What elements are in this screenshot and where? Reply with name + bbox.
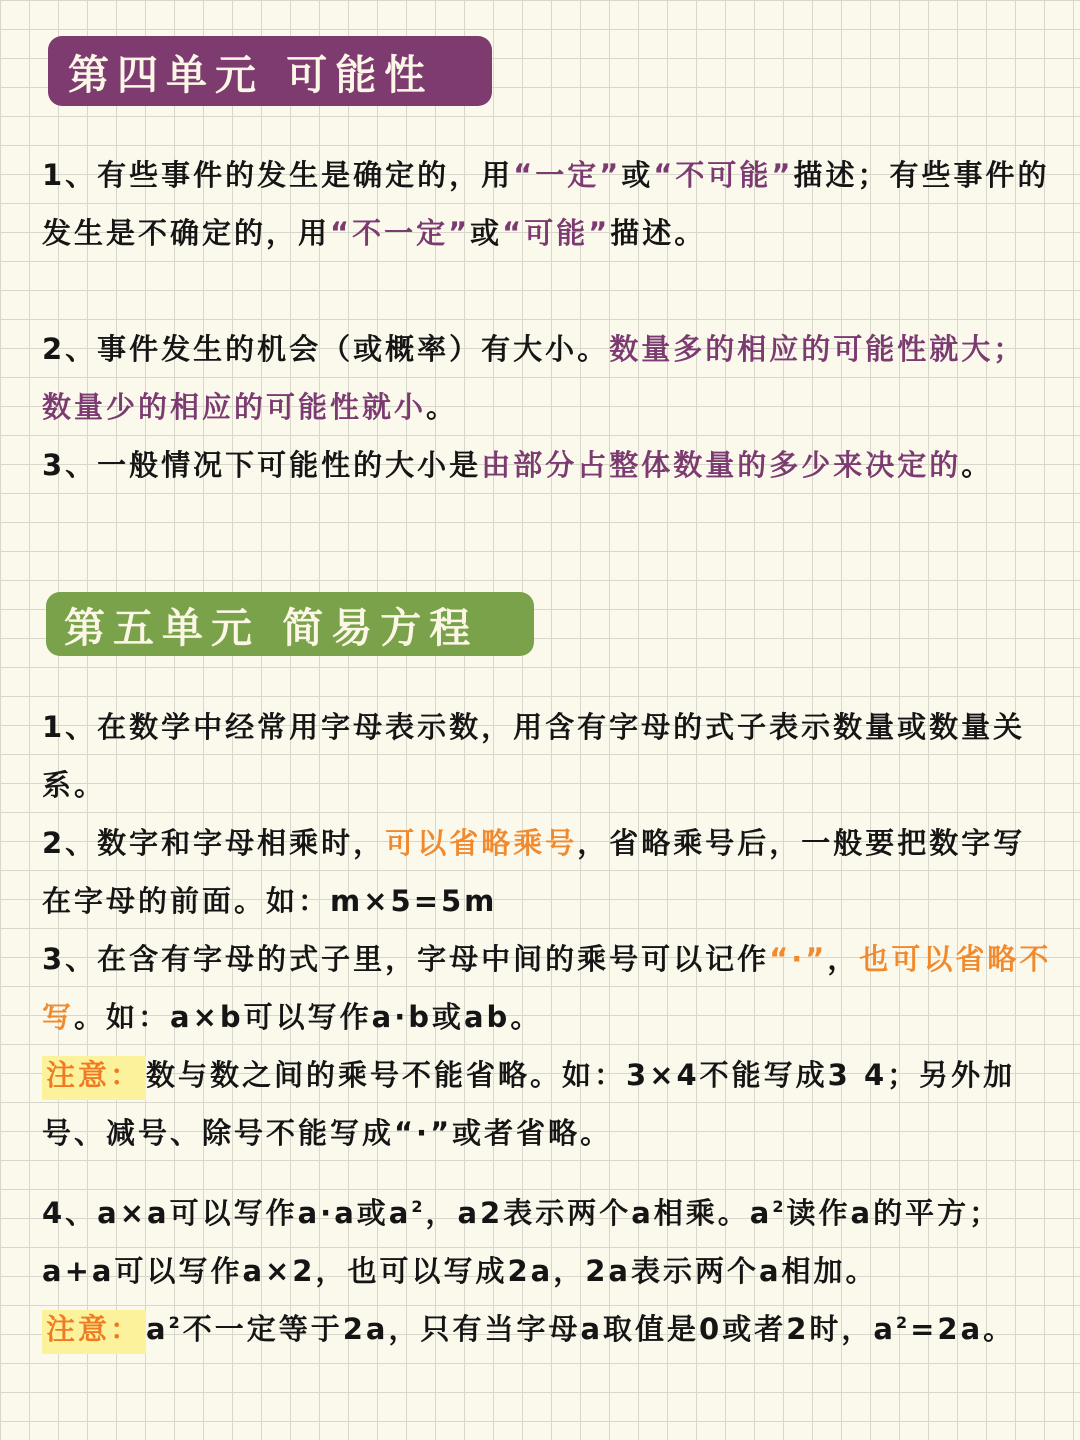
- superscript: 2: [772, 1197, 787, 1216]
- text: 不一定等于2a，只有当字母a取值是0或者2时，a: [182, 1312, 896, 1346]
- superscript: 2: [168, 1313, 183, 1332]
- text: 。: [961, 448, 994, 482]
- text: 描述。: [610, 216, 707, 250]
- text: =2a。: [910, 1312, 1016, 1346]
- dot-symbol: “·”: [769, 942, 828, 976]
- unit5-point-2: [42, 814, 1054, 930]
- text: 2、事件发生的机会（或概率）有大小。: [42, 332, 610, 366]
- keyword-impossible: “不可能”: [653, 158, 794, 192]
- text: 3、在含有字母的式子里，字母中间的乘号可以记作: [42, 942, 770, 976]
- text: 1、有些事件的发生是确定的，用: [42, 158, 514, 192]
- text: 描述；有些事件的发生是不确定的，用: [42, 158, 1050, 250]
- text: 2、数字和字母相乘时，: [42, 826, 386, 860]
- unit5-point-4: [42, 1184, 1054, 1300]
- note-label: 注意：: [42, 1056, 146, 1100]
- unit5-point-3: [42, 930, 1054, 1046]
- unit4-heading-text: 第四单元 可能性: [68, 50, 434, 99]
- text: 读作a的平方；a+a可以写作a×2，也可以写成2a，2a表示两个a相加。: [42, 1196, 1002, 1288]
- unit5-point-1: 1、在数学中经常用字母表示数，用含有字母的式子表示数量或数量关系。: [42, 710, 1026, 802]
- unit5-note-2: [42, 1300, 1054, 1358]
- highlight-text: 可以省略乘号: [385, 826, 578, 860]
- text: 3、一般情况下可能性的大小是: [42, 448, 482, 482]
- text: 。: [426, 390, 459, 424]
- text: 或: [470, 216, 503, 250]
- note-label: 注意：: [42, 1310, 146, 1354]
- superscript: 2: [895, 1313, 911, 1332]
- highlight-text: 由部分占整体数量的多少来决定的: [481, 448, 962, 482]
- unit4-heading: [48, 36, 492, 106]
- unit5-note-1: [42, 1046, 1054, 1162]
- text: ，: [827, 942, 860, 976]
- highlight-text: 数量多的相应的可能性就大；数量少的相应的可能性就小: [42, 332, 1026, 424]
- text: 或: [621, 158, 654, 192]
- keyword-possible: “可能”: [502, 216, 611, 250]
- keyword-certain: “一定”: [513, 158, 622, 192]
- unit5-heading-text: 第五单元 简易方程: [64, 603, 479, 652]
- highlight-text: 也可以省略不写: [42, 942, 1052, 1034]
- text: 。如：a×b可以写作a·b或ab。: [74, 1000, 543, 1034]
- text: ，a2表示两个a相乘。a: [425, 1196, 773, 1230]
- unit4-point-3: [42, 436, 1054, 494]
- text: ，省略乘号后，一般要把数字写在字母的前面。如：m×5=5m: [42, 826, 1026, 918]
- unit4-point-1: [42, 146, 1054, 262]
- note-text: 数与数之间的乘号不能省略。如：3×4不能写成3 4；另外加号、减号、除号不能写成“·”或者省略。: [42, 1058, 1016, 1150]
- superscript: 2: [411, 1197, 426, 1216]
- unit4-point-2: [42, 320, 1054, 436]
- text: 4、a×a可以写作a·a或a: [42, 1196, 412, 1230]
- text: a: [146, 1312, 169, 1346]
- unit5-heading: [46, 592, 534, 656]
- keyword-uncertain: “不一定”: [330, 216, 471, 250]
